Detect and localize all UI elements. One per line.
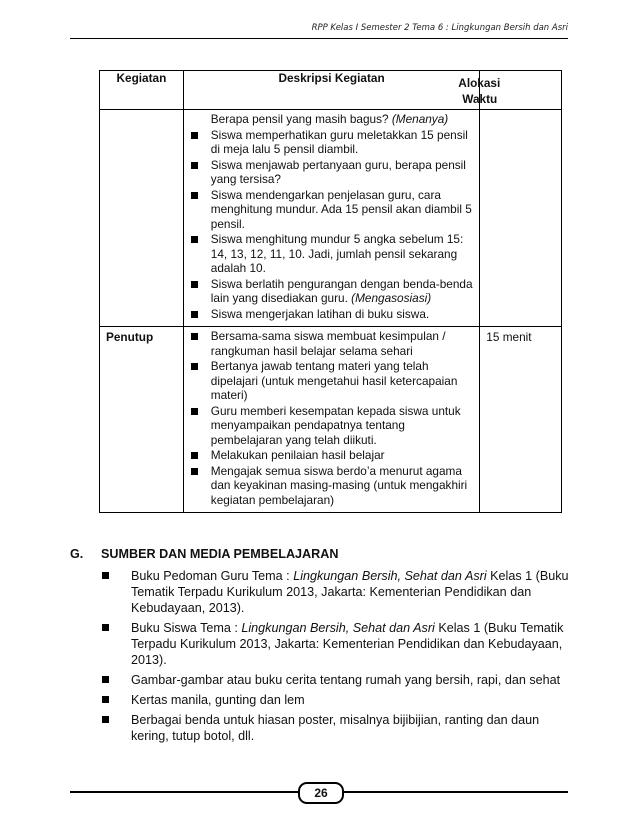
list-item: Buku Siswa Tema : Lingkungan Bersih, Sehat dan Asri Kelas 1 (Buku Tematik Terpadu Kurikulum 2013, Jakarta: Kementerian Pendidikan dan Kebudayaan, 2013). xyxy=(70,620,570,668)
section-heading xyxy=(70,546,570,562)
list-item: Gambar-gambar atau buku cerita tentang rumah yang bersih, rapi, dan sehat xyxy=(70,672,570,688)
footer-divider-right xyxy=(338,791,568,793)
header-alokasi-line1: Alokasi xyxy=(458,76,501,90)
list-item: Siswa memperhatikan guru meletakkan 15 pensil di meja lalu 5 pensil diambil. xyxy=(190,128,476,157)
row1-kegiatan xyxy=(100,110,184,327)
table-row xyxy=(100,327,562,513)
list-item: Bersama-sama siswa membuat kesimpulan / rangkuman hasil belajar selama sehari xyxy=(190,329,476,358)
table-row xyxy=(100,110,562,327)
section-sumber-media xyxy=(70,546,570,748)
header-alokasi-line2: Waktu xyxy=(462,91,498,106)
list-item: Berapa pensil yang masih bagus? (Menanya) xyxy=(210,112,449,126)
section-title: SUMBER DAN MEDIA PEMBELAJARAN xyxy=(101,547,339,561)
list-item: Siswa berlatih pengurangan dengan benda-benda lain yang disediakan guru. (Mengasosiasi) xyxy=(190,277,476,306)
header-deskripsi: Deskripsi Kegiatan xyxy=(183,71,480,110)
list-item: Melakukan penilaian hasil belajar xyxy=(190,448,476,463)
activity-table xyxy=(99,70,562,513)
header-alokasi xyxy=(458,71,562,110)
footer-divider-left xyxy=(70,791,300,793)
list-item: Siswa menghitung mundur 5 angka sebelum 15: 14, 13, 12, 11, 10. Jadi, jumlah pensil sekarang adalah 10. xyxy=(190,232,476,276)
list-item: Siswa menjawab pertanyaan guru, berapa pensil yang tersisa? xyxy=(190,158,476,187)
row1-deskripsi xyxy=(183,110,480,327)
row1-alokasi xyxy=(480,110,562,327)
list-item: Buku Pedoman Guru Tema : Lingkungan Bersih, Sehat dan Asri Kelas 1 (Buku Tematik Terpadu Kurikulum 2013, Jakarta: Kementerian Pendidikan dan Kebudayaan, 2013). xyxy=(70,568,570,616)
header-divider xyxy=(70,38,568,39)
list-item: Mengajak semua siswa berdo’a menurut agama dan keyakinan masing-masing (untuk mengakhiri kegiatan pembelajaran) xyxy=(190,464,476,508)
table-header-row xyxy=(100,71,562,110)
section-letter: G. xyxy=(70,547,84,561)
running-header: RPP Kelas I Semester 2 Tema 6 : Lingkungan Bersih dan Asri xyxy=(311,23,568,33)
row2-alokasi: 15 menit xyxy=(480,327,562,513)
list-item: Berbagai benda untuk hiasan poster, misalnya bijibijian, ranting dan daun kering, tutup botol, dll. xyxy=(70,712,570,744)
row2-deskripsi xyxy=(183,327,480,513)
header-kegiatan: Kegiatan xyxy=(100,71,184,110)
page-number: 26 xyxy=(298,782,344,804)
list-item: Kertas manila, gunting dan lem xyxy=(70,692,570,708)
list-item: Siswa mendengarkan penjelasan guru, cara menghitung mundur. Ada 15 pensil akan diambil 5 pensil. xyxy=(190,188,476,232)
source-list xyxy=(70,568,570,744)
list-item: Bertanya jawab tentang materi yang telah dipelajari (untuk mengetahui hasil ketercapaian materi) xyxy=(190,359,476,403)
row2-kegiatan: Penutup xyxy=(100,327,184,513)
list-item: Siswa mengerjakan latihan di buku siswa. xyxy=(190,307,476,322)
list-item: Guru memberi kesempatan kepada siswa untuk menyampaikan pendapatnya tentang pembelajaran yang telah diikuti. xyxy=(190,404,476,448)
